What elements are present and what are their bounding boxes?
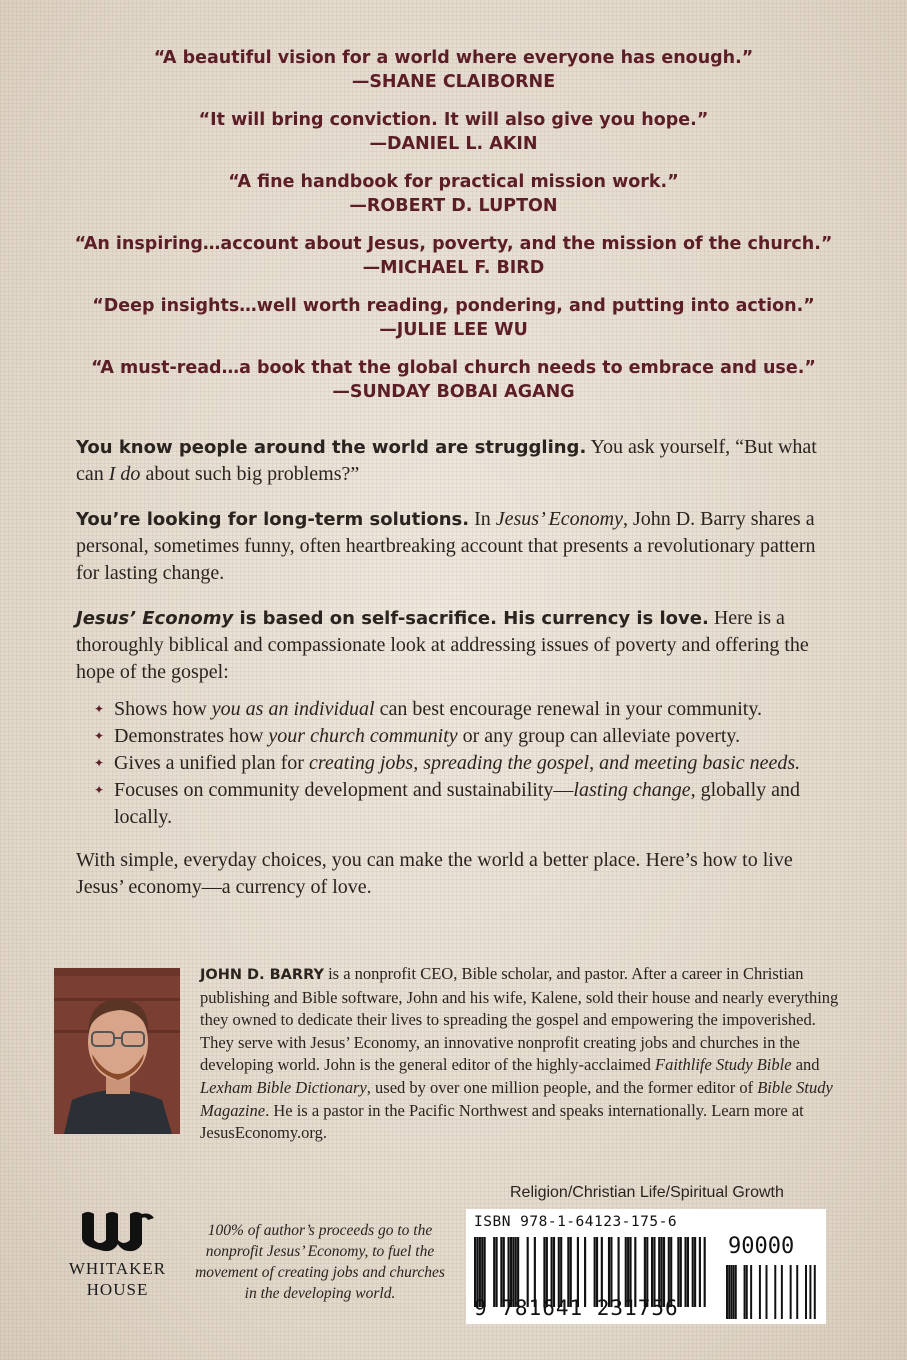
endorsement xyxy=(0,232,907,280)
endorsement-quote: “An inspiring…account about Jesus, poverty, and the mission of the church.” xyxy=(74,234,833,254)
paragraph-1-text: You ask yourself, “But what can xyxy=(76,436,817,485)
publisher-logo xyxy=(60,1210,175,1300)
proceeds-note: 100% of author’s proceeds go to the nonprofit Jesus’ Economy, to fuel the movement of creating jobs and churches in the developing world. xyxy=(195,1222,445,1302)
author-bio-title-3: Bible Study Magazine xyxy=(200,1077,833,1120)
endorsement-author: —JULIE LEE WU xyxy=(379,320,528,340)
endorsement-quote: “It will bring conviction. It will also give you hope.” xyxy=(198,110,709,130)
author-bio-text-2: and xyxy=(791,1055,820,1075)
paragraph-2-text: In xyxy=(469,508,496,530)
author-bio xyxy=(200,963,840,1145)
benefit-text: Focuses on community development and sustainability— xyxy=(114,779,574,801)
endorsement-quote: “A beautiful vision for a world where everyone has enough.” xyxy=(153,48,754,68)
benefit-list-item xyxy=(76,696,836,723)
endorsement-author: —DANIEL L. AKIN xyxy=(369,134,538,154)
endorsement xyxy=(0,356,907,404)
benefit-text: Shows how xyxy=(114,698,212,720)
endorsement-author: —SUNDAY BOBAI AGANG xyxy=(332,382,575,402)
benefit-text: Gives a unified plan for xyxy=(114,752,309,774)
benefit-list xyxy=(76,696,836,831)
paragraph-3 xyxy=(76,605,836,686)
author-name: JOHN D. BARRY xyxy=(200,967,324,983)
endorsement xyxy=(0,46,907,94)
bullet-icon: ✦ xyxy=(94,783,105,797)
endorsement-author: —SHANE CLAIBORNE xyxy=(351,72,556,92)
price-code: 90000 xyxy=(728,1234,795,1259)
author-photo xyxy=(54,968,180,1134)
barcode-digits: 9 781641 231756 xyxy=(474,1296,679,1320)
author-bio-text-4: . He is a pastor in the Pacific Northwest and speaks internationally. Learn more at JesusEconomy.org. xyxy=(200,1100,804,1143)
benefit-list-item xyxy=(76,777,836,831)
benefit-list-item xyxy=(76,750,836,777)
endorsement-quote: “A must-read…a book that the global church needs to embrace and use.” xyxy=(91,358,816,378)
paragraph-2-book-title: Jesus’ Economy xyxy=(495,508,623,530)
author-bio-text-3: , used by over one million people, and the former editor of xyxy=(366,1077,758,1097)
endorsement-quote: “Deep insights…well worth reading, pondering, and putting into action.” xyxy=(92,296,815,316)
book-description xyxy=(76,434,836,919)
bullet-icon: ✦ xyxy=(94,702,105,716)
benefit-emphasis: your church community xyxy=(268,725,458,747)
endorsement xyxy=(0,170,907,218)
isbn-label: ISBN 978-1-64123-175-6 xyxy=(474,1214,678,1230)
bullet-icon: ✦ xyxy=(94,756,105,770)
benefit-text-end: or any group can alleviate poverty. xyxy=(457,725,741,747)
paragraph-2-lead: You’re looking for long-term solutions. xyxy=(76,509,470,530)
benefit-text-end: , globally and locally. xyxy=(114,779,801,828)
paragraph-3-book-title: Jesus’ Economy xyxy=(76,608,234,629)
endorsement-author: —MICHAEL F. BIRD xyxy=(362,258,545,278)
author-bio-text: is a nonprofit CEO, Bible scholar, and pastor. After a career in Christian publishing and Bible software, John and his wife, Kalene, sold their house and nearly everything they owned to dedicate their lives to spreading the gospel and empowering the impoverished. They serve with Jesus’ Economy, an innovative nonprofit creating jobs and churches in the developing world. John is the general editor of the highly-acclaimed xyxy=(200,964,839,1075)
paragraph-2 xyxy=(76,506,836,587)
publisher-name xyxy=(60,1258,175,1300)
category-label: Religion/Christian Life/Spiritual Growth xyxy=(510,1184,784,1201)
paragraph-3-lead-rest: is based on self-sacrifice. His currency is love. xyxy=(233,608,709,629)
paragraph-3-lead xyxy=(76,608,709,629)
author-portrait-image xyxy=(54,968,180,1134)
endorsement xyxy=(0,108,907,156)
author-bio-title-1: Faithlife Study Bible xyxy=(655,1055,792,1075)
paragraph-1-emphasis: I do xyxy=(108,463,141,485)
paragraph-2-text-end: , John D. Barry shares a personal, sometimes funny, often heartbreaking account that presents a revolutionary pattern for lasting change. xyxy=(76,508,816,584)
endorsement-author: —ROBERT D. LUPTON xyxy=(349,196,558,216)
endorsement-quote: “A fine handbook for practical mission work.” xyxy=(228,172,679,192)
benefit-emphasis: creating jobs, spreading the gospel, and meeting basic needs. xyxy=(308,752,801,774)
endorsements xyxy=(0,46,907,418)
benefit-emphasis: lasting change xyxy=(573,779,691,801)
benefit-emphasis: you as an individual xyxy=(211,698,375,720)
publisher-name-line-2: HOUSE xyxy=(86,1280,149,1299)
benefit-text: Demonstrates how xyxy=(114,725,269,747)
publisher-name-line-1: WHITAKER xyxy=(68,1259,167,1278)
price-barcode-bars xyxy=(726,1265,816,1319)
paragraph-1 xyxy=(76,434,836,488)
endorsement xyxy=(0,294,907,342)
paragraph-3-text: Here is a thoroughly biblical and compassionate look at addressing issues of poverty and offering the hope of the gospel: xyxy=(76,607,809,683)
bullet-icon: ✦ xyxy=(94,729,105,743)
benefit-text-end: can best encourage renewal in your community. xyxy=(374,698,763,720)
closing-paragraph: With simple, everyday choices, you can make the world a better place. Here’s how to live Jesus’ economy—a currency of love. xyxy=(76,849,793,898)
benefit-list-item xyxy=(76,723,836,750)
whitaker-house-logo-icon xyxy=(78,1210,158,1254)
paragraph-1-lead: You know people around the world are struggling. xyxy=(76,437,587,458)
paragraph-1-text-end: about such big problems?” xyxy=(140,463,360,485)
author-bio-title-2: Lexham Bible Dictionary xyxy=(200,1077,367,1097)
